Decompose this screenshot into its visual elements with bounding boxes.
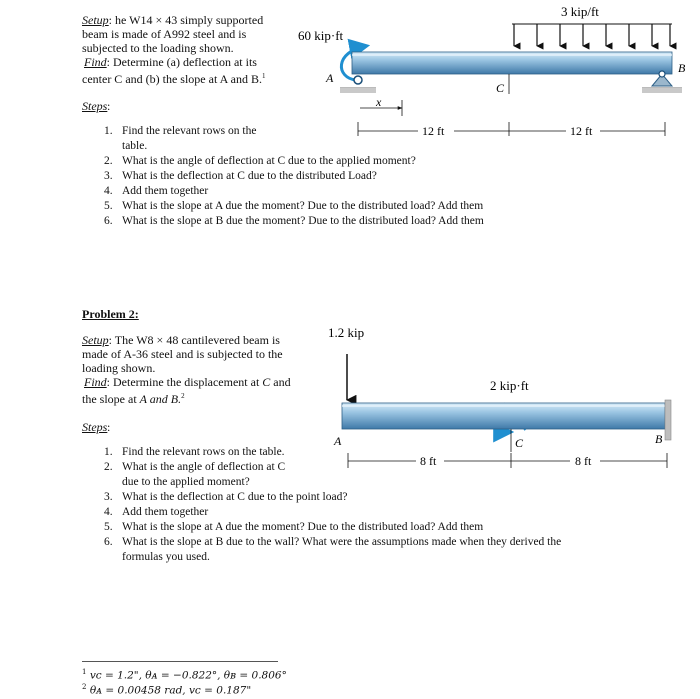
list-item: 2. What is the angle of deflection at C due to the applied moment?	[104, 155, 416, 167]
p2-beam-diagram	[320, 320, 700, 480]
p2-find-and: and	[270, 375, 291, 389]
p2-find-ab: A and B.	[139, 392, 182, 406]
p1-setup	[82, 13, 297, 86]
p2-dim-left: 8 ft	[420, 454, 437, 468]
list-item: 3. What is the deflection at C due to the distributed Load?	[104, 170, 377, 182]
footnote-rule	[82, 661, 278, 662]
list-item: table.	[122, 140, 148, 152]
p1-find-text-1: : Determine (a) deflection at its	[106, 55, 257, 69]
p2-label-a: A	[334, 434, 342, 448]
list-item: 5. What is the slope at A due the moment? Due to the distributed load? Add them	[104, 200, 484, 212]
list-item: 3. What is the deflection at C due to the point load?	[104, 491, 348, 503]
p1-dimension-line	[358, 122, 665, 136]
p1-steps-colon: :	[107, 99, 111, 113]
list-item: due to the applied moment?	[122, 476, 250, 488]
p2-setup	[82, 333, 322, 406]
p2-find-sup: 2	[181, 392, 185, 400]
p1-dim-left: 12 ft	[422, 124, 445, 138]
p2-setup-text-2: made of A-36 steel and is subjected to the	[82, 347, 283, 361]
p1-steps-label: Steps	[82, 99, 108, 113]
p1-label-b: B	[678, 61, 686, 75]
list-item: 5. What is the slope at A due the moment? Due to the distributed load? Add them	[104, 521, 484, 533]
p2-find-label: Find	[84, 375, 107, 389]
p2-setup-text-1: : The W8 × 48 cantilevered beam is	[108, 333, 280, 347]
footnote-1	[82, 668, 287, 682]
p1-label-x: x	[376, 95, 382, 109]
p1-setup-text-2: beam is made of A992 steel and is	[82, 27, 247, 41]
list-item: formulas you used.	[122, 551, 210, 563]
footnote-2-text: θᴀ = 0.00458 rad, vᴄ = 0.187"	[89, 684, 252, 697]
p2-wall	[665, 400, 671, 440]
p1-label-c: C	[496, 81, 505, 95]
p2-steps-colon: :	[107, 420, 111, 434]
list-item: 2. What is the angle of deflection at C	[104, 461, 286, 473]
p1-moment-label: 60 kip·ft	[298, 28, 344, 43]
p2-dimension-line	[348, 453, 667, 468]
list-item: 6. What is the slope at B due the moment? Due to the distributed load? Add them	[104, 215, 484, 227]
p2-find-text-1: : Determine the displacement at	[106, 375, 263, 389]
list-item: 4. Add them together	[104, 506, 209, 518]
list-item: 1. Find the relevant rows on the table.	[104, 446, 285, 458]
p1-dim-right: 12 ft	[570, 124, 593, 138]
p2-setup-label: Setup	[82, 333, 109, 347]
p1-pin-a	[354, 76, 362, 84]
p2-setup-text-3: loading shown.	[82, 361, 156, 375]
p2-beam	[342, 403, 665, 429]
p1-load-arrows	[514, 24, 670, 46]
p2-label-c: C	[515, 436, 524, 450]
footnote-2-mark: 2	[82, 683, 87, 691]
p2-find-text-2: the slope at	[82, 392, 140, 406]
p1-setup-text-1: : he W14 × 43 simply supported	[108, 13, 264, 27]
p2-find-c: C	[262, 375, 271, 389]
p1-load-label: 3 kip/ft	[561, 4, 599, 19]
p1-ground-a	[340, 88, 376, 93]
p2-label-b: B	[655, 432, 663, 446]
p2-title: Problem 2:	[82, 307, 139, 321]
p1-find-sup: 1	[261, 72, 266, 80]
p1-beam-diagram	[290, 0, 700, 170]
p2-steps-label: Steps	[82, 420, 108, 434]
p2-point-load-label: 1.2 kip	[328, 325, 365, 340]
footnote-2	[82, 683, 251, 697]
p1-setup-label: Setup	[82, 13, 109, 27]
p2-moment-label: 2 kip·ft	[490, 378, 529, 393]
list-item: 4. Add them together	[104, 185, 209, 197]
footnote-1-text: vᴄ = 1.2", θᴀ = −0.822°, θʙ = 0.806°	[89, 669, 287, 682]
p1-label-a: A	[326, 71, 334, 85]
p2-dim-right: 8 ft	[575, 454, 592, 468]
p1-setup-text-3: subjected to the loading shown.	[82, 41, 234, 55]
p1-find-label: Find	[84, 55, 107, 69]
list-item: 1. Find the relevant rows on the	[104, 125, 257, 137]
p1-ground-b	[642, 88, 682, 93]
footnote-1-mark: 1	[82, 668, 87, 676]
p1-find-text-2: center C and (b) the slope at A and B.	[82, 72, 262, 86]
list-item: 6. What is the slope at B due to the wall? What were the assumptions made when they derived the	[104, 536, 562, 548]
